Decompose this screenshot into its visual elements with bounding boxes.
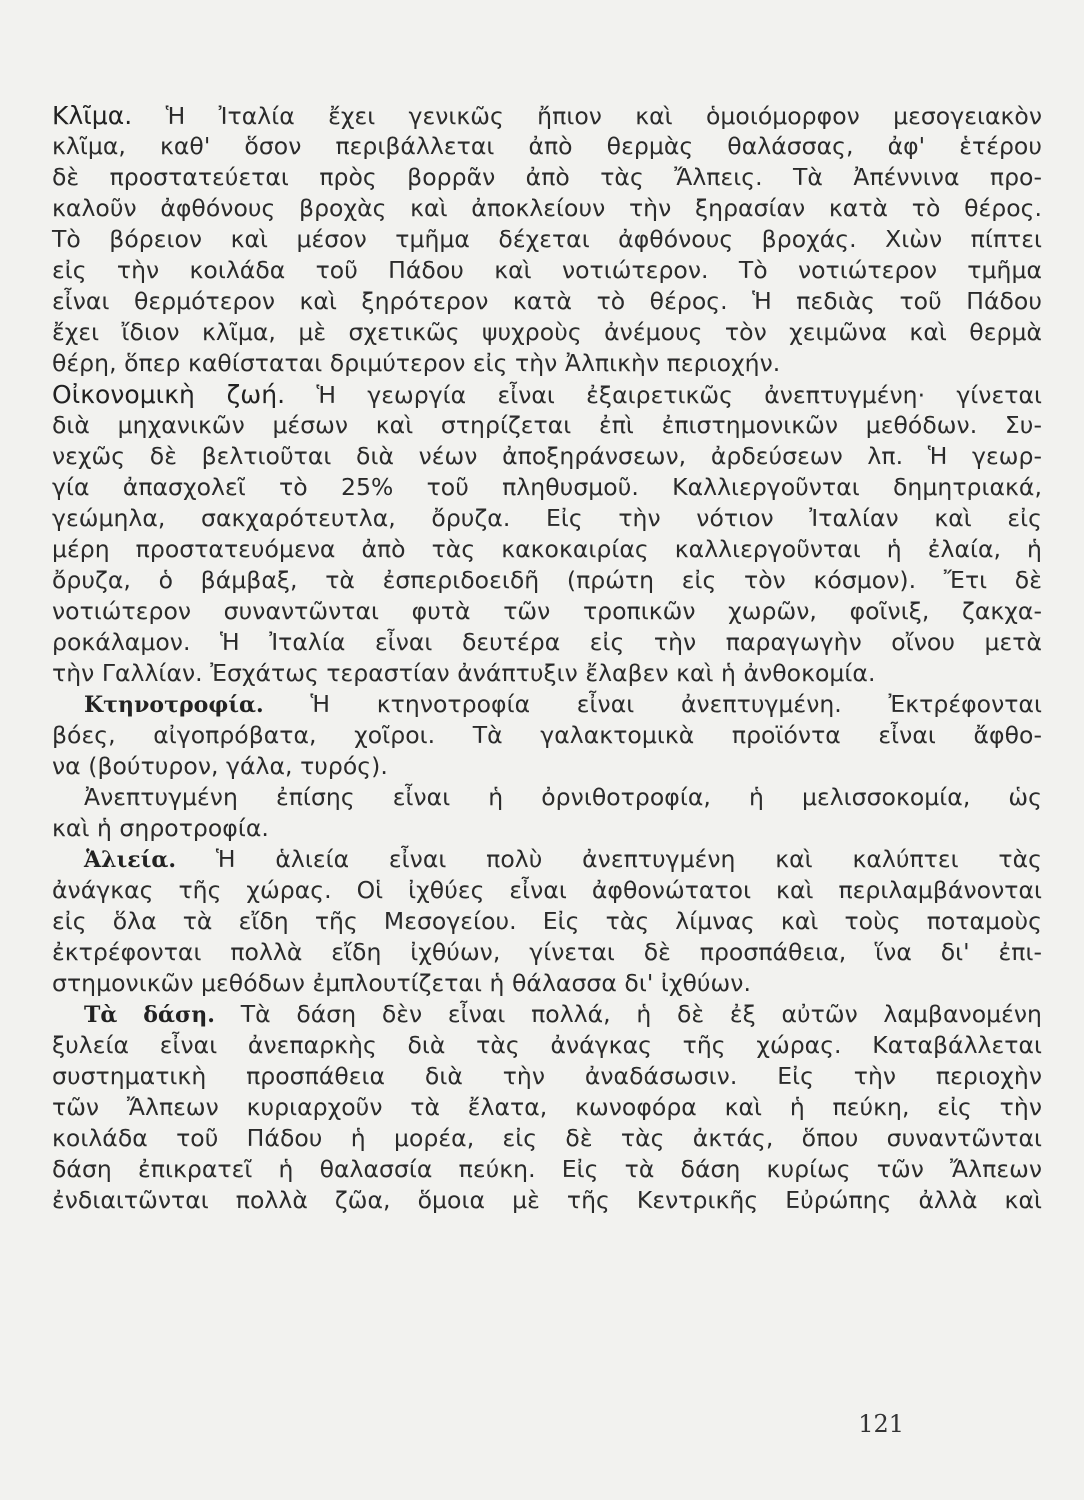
text-line xyxy=(52,503,1042,534)
paragraph-klima xyxy=(52,100,1042,379)
text-line xyxy=(52,193,1042,224)
line-text: νοτιώτερον συναντῶνται φυτὰ τῶν τροπικῶν χωρῶν, φοῖνιξ, ζακχα- xyxy=(52,597,1042,625)
paragraph-ktinotrofia xyxy=(52,689,1042,782)
text-line xyxy=(52,689,1042,720)
line-text: γεώμηλα, σακχαρότευτλα, ὄρυζα. Εἰς τὴν νότιον Ἰταλίαν καὶ εἰς xyxy=(52,504,1042,532)
section-heading: Ἁλιεία. xyxy=(84,847,177,873)
section-heading: Κλῖμα. xyxy=(52,101,133,130)
body-text xyxy=(52,100,1042,1216)
line-text: εἶναι θερμότερον καὶ ξηρότερον κατὰ τὸ θέρος. Ἡ πεδιὰς τοῦ Πάδου xyxy=(52,287,1042,315)
text-line xyxy=(52,534,1042,565)
text-line xyxy=(52,286,1042,317)
text-line xyxy=(52,906,1042,937)
line-text: τῶν Ἄλπεων κυριαρχοῦν τὰ ἔλατα, κωνοφόρα καὶ ἡ πεύκη, εἰς τὴν xyxy=(52,1093,1042,1121)
line-text: ὄρυζα, ὁ βάμβαξ, τὰ ἐσπεριδοειδῆ (πρώτη εἰς τὸν κόσμον). Ἔτι δὲ xyxy=(52,566,1042,594)
section-heading: Τὰ δάση. xyxy=(84,1002,216,1028)
line-text: ροκάλαμον. Ἡ Ἰταλία εἶναι δευτέρα εἰς τὴν παραγωγὴν οἴνου μετὰ xyxy=(52,628,1042,656)
line-text: βόες, αἰγοπρόβατα, χοῖροι. Τὰ γαλακτομικὰ προϊόντα εἶναι ἄφθο- xyxy=(52,721,1042,749)
line-text: ἀνάγκας τῆς χώρας. Οἱ ἰχθύες εἶναι ἀφθονώτατοι καὶ περιλαμβάνονται xyxy=(52,876,1042,904)
line-text: γία ἀπασχολεῖ τὸ 25% τοῦ πληθυσμοῦ. Καλλιεργοῦνται δημητριακά, xyxy=(52,473,1042,501)
paragraph-ornithotrofia xyxy=(52,782,1042,844)
paragraph-dasi xyxy=(52,999,1042,1216)
section-heading: Οἰκονομικὴ ζωή. xyxy=(52,380,286,409)
text-line xyxy=(52,565,1042,596)
line-text: θέρη, ὅπερ καθίσταται δριμύτερον εἰς τὴν Ἀλπικὴν περιοχήν. xyxy=(52,349,781,377)
text-line xyxy=(52,596,1042,627)
section-heading: Κτηνοτροφία. xyxy=(84,692,264,718)
line-text: Ἡ γεωργία εἶναι ἐξαιρετικῶς ἀνεπτυγμένη· γίνεται xyxy=(285,381,1042,409)
text-line xyxy=(52,813,1042,844)
text-line xyxy=(52,162,1042,193)
text-line xyxy=(52,844,1042,875)
line-text: ἔχει ἴδιον κλῖμα, μὲ σχετικῶς ψυχροὺς ἀνέμους τὸν χειμῶνα καὶ θερμὰ xyxy=(52,318,1042,346)
line-text: κοιλάδα τοῦ Πάδου ἡ μορέα, εἰς δὲ τὰς ἀκτάς, ὅπου συναντῶνται xyxy=(52,1124,1042,1152)
line-text: εἰς τὴν κοιλάδα τοῦ Πάδου καὶ νοτιώτερον. Τὸ νοτιώτερον τμῆμα xyxy=(52,256,1042,284)
line-text: ξυλεία εἶναι ἀνεπαρκὴς διὰ τὰς ἀνάγκας τῆς χώρας. Καταβάλλεται xyxy=(52,1031,1042,1059)
text-line xyxy=(52,255,1042,286)
paragraph-oikonomiki xyxy=(52,379,1042,689)
line-text: νεχῶς δὲ βελτιοῦται διὰ νέων ἀποξηράνσεων, ἀρδεύσεων λπ. Ἡ γεωρ- xyxy=(52,442,1042,470)
line-text: συστηματικὴ προσπάθεια διὰ τὴν ἀναδάσωσιν. Εἰς τὴν περιοχὴν xyxy=(52,1062,1042,1090)
line-text: Τὸ βόρειον καὶ μέσον τμῆμα δέχεται ἀφθόνους βροχάς. Χιὼν πίπτει xyxy=(52,225,1042,253)
line-text: ἐνδιαιτῶνται πολλὰ ζῶα, ὅμοια μὲ τῆς Κεντρικῆς Εὐρώπης ἀλλὰ καὶ xyxy=(52,1186,1042,1214)
line-text: Ἡ Ἰταλία ἔχει γενικῶς ἤπιον καὶ ὁμοιόμορφον μεσογειακὸν xyxy=(132,102,1042,130)
line-text: εἰς ὅλα τὰ εἴδη τῆς Μεσογείου. Εἰς τὰς λίμνας καὶ τοὺς ποταμοὺς xyxy=(52,907,1042,935)
line-text: τὴν Γαλλίαν. Ἐσχάτως τεραστίαν ἀνάπτυξιν ἔλαβεν καὶ ἡ ἀνθοκομία. xyxy=(52,659,876,687)
line-text: στημονικῶν μεθόδων ἐμπλουτίζεται ἡ θάλασσα δι' ἰχθύων. xyxy=(52,969,751,997)
line-text: δάση ἐπικρατεῖ ἡ θαλασσία πεύκη. Εἰς τὰ δάση κυρίως τῶν Ἄλπεων xyxy=(52,1155,1042,1183)
text-line xyxy=(52,441,1042,472)
text-line xyxy=(52,968,1042,999)
text-line xyxy=(52,658,1042,689)
page-number: 121 xyxy=(858,1410,904,1438)
line-text: κλῖμα, καθ' ὅσον περιβάλλεται ἀπὸ θερμὰς θαλάσσας, ἀφ' ἑτέρου xyxy=(52,132,1042,160)
text-line xyxy=(52,1061,1042,1092)
text-line xyxy=(52,937,1042,968)
text-line xyxy=(52,317,1042,348)
text-line xyxy=(52,1185,1042,1216)
text-line xyxy=(52,1092,1042,1123)
text-line xyxy=(52,1030,1042,1061)
text-line xyxy=(52,875,1042,906)
line-text: Ἡ κτηνοτροφία εἶναι ἀνεπτυγμένη. Ἐκτρέφονται xyxy=(263,690,1042,718)
line-text: ἐκτρέφονται πολλὰ εἴδη ἰχθύων, γίνεται δὲ προσπάθεια, ἵνα δι' ἐπι- xyxy=(52,938,1042,966)
line-text: διὰ μηχανικῶν μέσων καὶ στηρίζεται ἐπὶ ἐπιστημονικῶν μεθόδων. Συ- xyxy=(52,411,1042,439)
text-line xyxy=(52,627,1042,658)
line-text: μέρη προστατευόμενα ἀπὸ τὰς κακοκαιρίας καλλιεργοῦνται ἡ ἐλαία, ἡ xyxy=(52,535,1042,563)
paragraph-alieia xyxy=(52,844,1042,999)
line-text: Ἀνεπτυγμένη ἐπίσης εἶναι ἡ ὀρνιθοτροφία, ἡ μελισσοκομία, ὡς xyxy=(84,783,1042,811)
text-line xyxy=(52,472,1042,503)
text-line xyxy=(52,348,1042,379)
text-line xyxy=(52,379,1042,410)
text-line xyxy=(52,999,1042,1030)
text-line xyxy=(52,720,1042,751)
line-text: δὲ προστατεύεται πρὸς βορρᾶν ἀπὸ τὰς Ἄλπεις. Τὰ Ἀπέννινα προ- xyxy=(52,163,1042,191)
line-text: να (βούτυρον, γάλα, τυρός). xyxy=(52,752,388,780)
text-line xyxy=(52,131,1042,162)
line-text: καλοῦν ἀφθόνους βροχὰς καὶ ἀποκλείουν τὴν ξηρασίαν κατὰ τὸ θέρος. xyxy=(52,194,1042,222)
text-line xyxy=(52,224,1042,255)
line-text: Ἡ ἁλιεία εἶναι πολὺ ἀνεπτυγμένη καὶ καλύπτει τὰς xyxy=(176,845,1042,873)
text-line xyxy=(52,751,1042,782)
text-line xyxy=(52,1154,1042,1185)
text-line xyxy=(52,100,1042,131)
line-text: καὶ ἡ σηροτροφία. xyxy=(52,814,269,842)
text-line xyxy=(52,410,1042,441)
line-text: Τὰ δάση δὲν εἶναι πολλά, ἡ δὲ ἐξ αὐτῶν λαμβανομένη xyxy=(215,1000,1043,1028)
text-line xyxy=(52,782,1042,813)
text-line xyxy=(52,1123,1042,1154)
